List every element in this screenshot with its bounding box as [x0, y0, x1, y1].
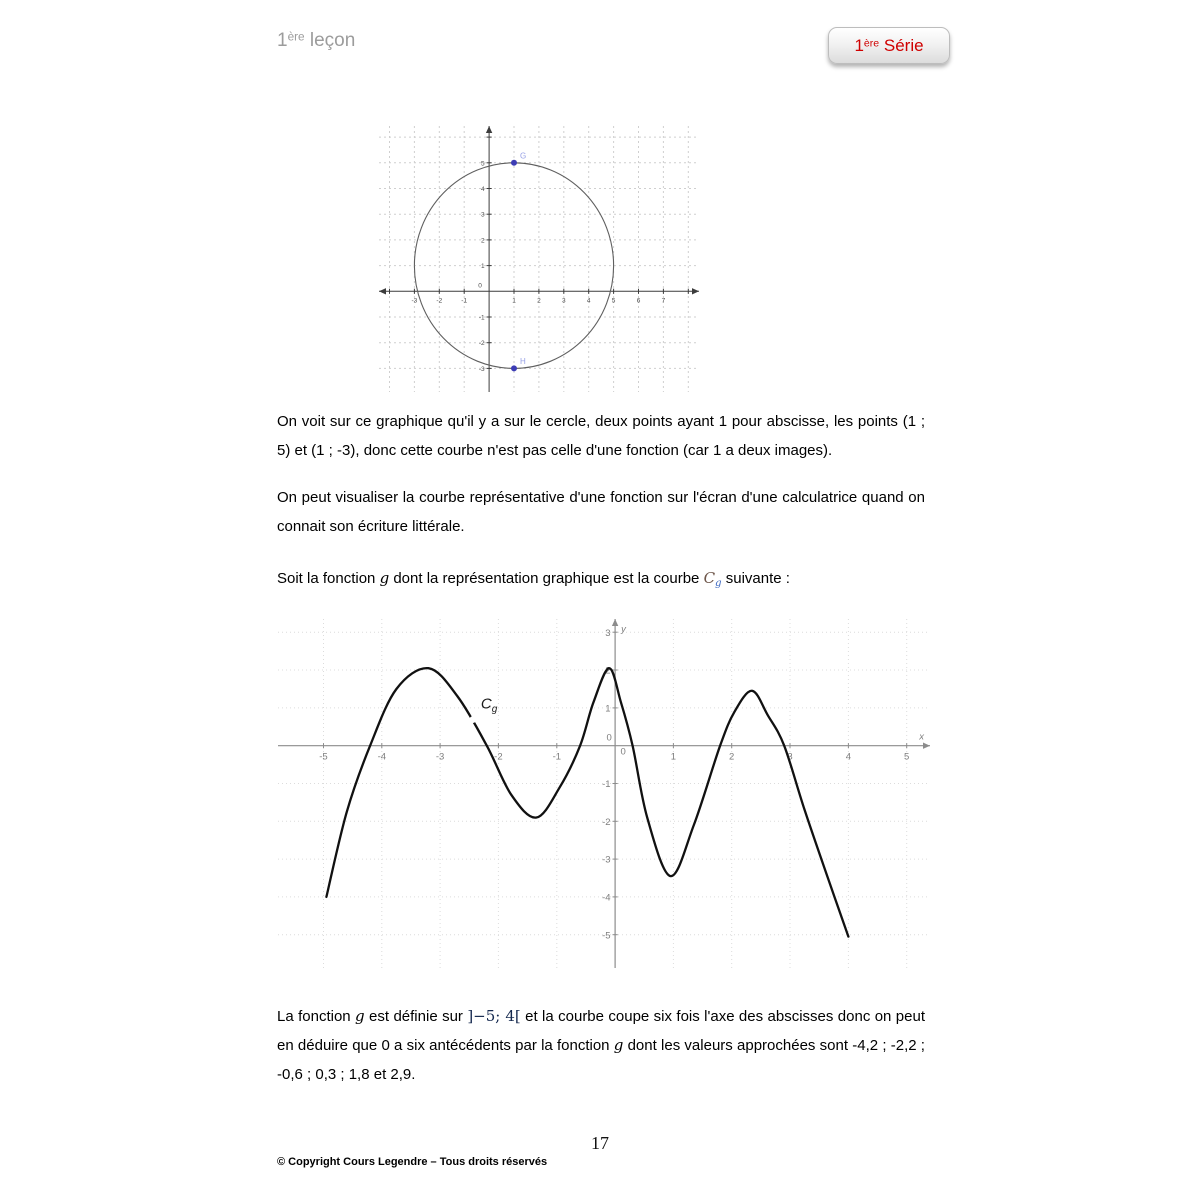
x-tick-label: 1	[512, 297, 516, 305]
x-tick-label: 3	[561, 297, 566, 305]
paragraph-function-intro	[277, 564, 925, 598]
text-segment: On peut visualiser la courbe représentative d'une fonction sur l'écran d'une calculatrice quand on connait son écriture littérale.	[277, 489, 925, 535]
lesson-title	[277, 30, 355, 52]
x-tick-label: 5	[904, 751, 910, 763]
circle-graph-figure	[379, 126, 699, 397]
x-tick-label: -2	[436, 297, 443, 305]
y-tick-label: 5	[480, 160, 485, 168]
x-tick-label: 2	[537, 297, 541, 305]
circle-graph	[379, 126, 699, 392]
x-tick-label: -2	[494, 751, 503, 763]
y-tick-label: 1	[480, 263, 485, 271]
text-segment: dont les valeurs approchées sont -4,2 ; -2,2 ; -0,6 ; 0,3 ; 1,8 et 2,9.	[277, 1037, 925, 1083]
x-tick-label: 6	[636, 297, 641, 305]
y-tick-label: -3	[478, 365, 485, 373]
y-tick-label: 1	[605, 703, 611, 715]
text-segment: 1	[277, 30, 288, 51]
text-segment: et la courbe coupe six fois l'axe des abscisses donc on peut en déduire que 0 a six antécédents par la fonction	[277, 1008, 925, 1054]
point-H	[511, 365, 517, 371]
y-tick-label: -4	[602, 892, 611, 904]
y-axis-arrow	[486, 126, 492, 133]
x-tick-label: 7	[661, 297, 666, 305]
y-tick-label: -1	[478, 314, 485, 322]
x-tick-label: 2	[729, 751, 735, 763]
text-segment: ère	[287, 30, 305, 44]
text-segment: dont la représentation graphique est la courbe	[389, 570, 704, 587]
text-segment: C	[703, 569, 716, 587]
series-badge	[828, 27, 950, 64]
page-number: 17	[591, 1133, 609, 1153]
curve-label: $C_g$	[480, 695, 498, 716]
x-tick-label: -3	[435, 751, 445, 763]
text-segment: Soit la fonction	[277, 570, 380, 587]
text-segment: leçon	[304, 30, 356, 51]
x-axis-name: x	[919, 731, 924, 743]
text-segment: g	[715, 577, 722, 589]
y-axis-arrow	[612, 619, 618, 626]
function-graph-figure	[278, 619, 930, 973]
text-segment: suivante :	[721, 570, 790, 587]
point-label-G: G	[520, 151, 527, 161]
paragraph-antecedents	[277, 1002, 925, 1089]
x-axis-arrow	[923, 743, 930, 749]
text-segment: On voit sur ce graphique qu'il y a sur le cercle, deux points ayant 1 pour abscisse, les points (1 ; 5) et (1 ; -3), donc cette courbe n'est pas celle d'une fonction (car 1 a deux images).	[277, 413, 925, 459]
series-badge-label	[854, 36, 923, 56]
point-label-H: H	[520, 356, 526, 366]
y-tick-label: 2	[605, 665, 611, 677]
y-tick-label: 4	[480, 185, 485, 193]
x-tick-label: 4	[845, 751, 852, 763]
x-tick-label: -5	[319, 751, 328, 763]
paragraph-circle-analysis	[277, 407, 925, 465]
point-G	[511, 160, 517, 166]
paragraph-calculator	[277, 483, 925, 541]
y-tick-label: 3	[480, 211, 485, 219]
x-tick-label: -3	[411, 297, 418, 305]
origin-label: 0	[478, 282, 482, 290]
text-segment: La fonction	[277, 1008, 356, 1025]
y-tick-label: 3	[605, 627, 611, 639]
copyright-notice: © Copyright Cours Legendre – Tous droits réservés	[277, 1156, 548, 1168]
text-segment: Série	[879, 35, 924, 55]
x-tick-label: 3	[787, 751, 793, 763]
y-tick-label: -5	[602, 930, 611, 942]
x-axis-arrow	[692, 288, 699, 294]
function-graph	[278, 619, 930, 968]
y-tick-label: -3	[602, 854, 611, 866]
x-tick-label: -1	[461, 297, 468, 305]
text-segment: g	[379, 569, 390, 587]
x-tick-label: 1	[670, 751, 677, 763]
text-segment: g	[355, 1007, 365, 1025]
origin-label: 0	[620, 746, 626, 758]
curve-gap	[469, 716, 476, 723]
x-axis-arrow-left	[379, 288, 386, 294]
y-axis-name: y	[621, 624, 626, 635]
y-tick-label: -2	[602, 816, 611, 828]
x-tick-label: -1	[552, 751, 562, 763]
y-tick-label: -1	[602, 779, 611, 791]
y-tick-label: -2	[478, 340, 485, 348]
origin-label: 0	[606, 732, 612, 744]
y-tick-label: 2	[480, 237, 485, 245]
text-segment: est définie sur	[364, 1008, 468, 1025]
x-tick-label: -4	[377, 751, 387, 763]
text-segment: ère	[863, 36, 880, 49]
text-segment: 1	[854, 35, 864, 55]
x-tick-label: 5	[611, 297, 616, 305]
x-tick-label: 4	[586, 297, 591, 305]
text-segment: g	[613, 1036, 624, 1054]
text-segment: ]−5; 4[	[467, 1007, 521, 1025]
